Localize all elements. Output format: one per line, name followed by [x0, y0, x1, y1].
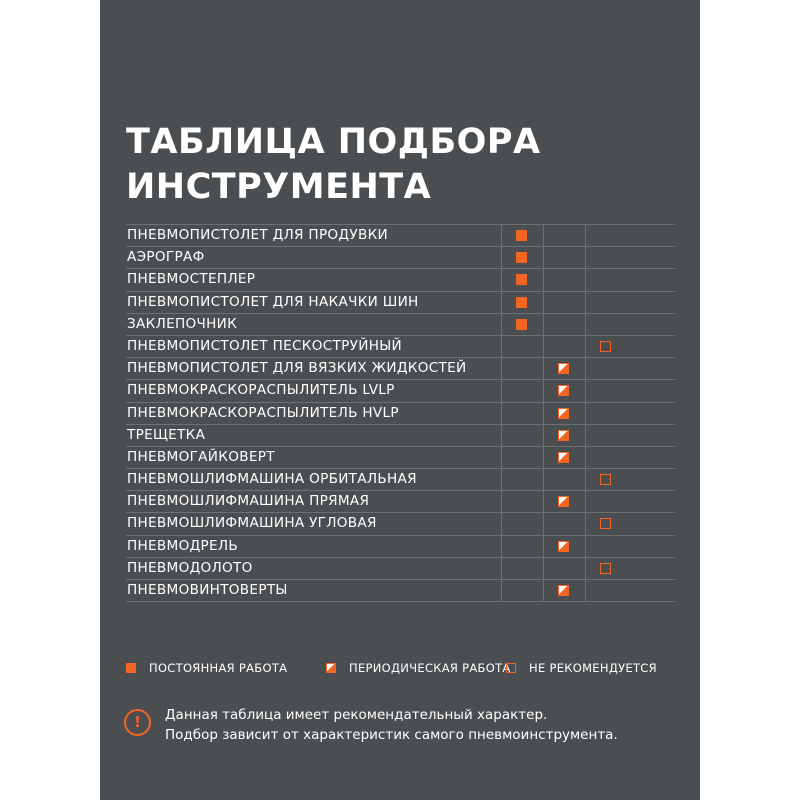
not-recommended-marker	[600, 518, 611, 529]
periodic-column	[543, 269, 585, 290]
not-recommended-column	[585, 425, 627, 446]
constant-work-marker	[126, 663, 136, 673]
periodic-column	[543, 358, 585, 379]
periodic-column	[543, 247, 585, 268]
page-title	[126, 120, 686, 210]
constant-column	[501, 425, 543, 446]
not-recommended-marker	[600, 341, 611, 352]
note-line-1: Данная таблица имеет рекомендательный характер.	[165, 707, 548, 723]
tool-name: ПНЕВМОПИСТОЛЕТ ПЕСКОСТРУЙНЫЙ	[127, 337, 402, 354]
tool-name: ПНЕВМОПИСТОЛЕТ ДЛЯ ПРОДУВКИ	[127, 227, 388, 243]
not-recommended-column	[585, 403, 627, 424]
not-recommended-column	[585, 513, 627, 534]
not-recommended-column	[585, 469, 627, 490]
table-row	[126, 468, 675, 490]
periodic-column	[543, 469, 585, 490]
periodic-work-marker	[558, 452, 569, 463]
not-recommended-column	[585, 336, 627, 357]
not-recommended-column	[585, 225, 627, 246]
tool-name: ПНЕВМОПИСТОЛЕТ ДЛЯ ВЯЗКИХ ЖИДКОСТЕЙ	[127, 360, 467, 377]
periodic-column	[543, 225, 585, 246]
periodic-column	[543, 380, 585, 401]
constant-column	[501, 536, 543, 557]
table-row	[126, 268, 675, 290]
legend-label: ПОСТОЯННАЯ РАБОТА	[149, 661, 288, 675]
constant-column	[501, 314, 543, 335]
periodic-column	[543, 513, 585, 534]
tool-name: ПНЕВМОВИНТОВЕРТЫ	[127, 582, 288, 598]
tool-name: ПНЕВМОШЛИФМАШИНА ОРБИТАЛЬНАЯ	[127, 471, 417, 488]
note-text	[165, 705, 618, 745]
not-recommended-column	[585, 536, 627, 557]
tool-name: ПНЕВМОКРАСКОРАСПЫЛИТЕЛЬ HVLP	[127, 404, 399, 421]
periodic-column	[543, 425, 585, 446]
constant-work-marker	[516, 297, 527, 308]
table-row	[126, 291, 675, 313]
legend-label: ПЕРИОДИЧЕСКАЯ РАБОТА	[349, 661, 511, 675]
table-row	[126, 357, 675, 379]
periodic-work-marker	[558, 496, 569, 507]
table-row	[126, 402, 675, 424]
legend-label: НЕ РЕКОМЕНДУЕТСЯ	[529, 661, 657, 675]
not-recommended-column	[585, 380, 627, 401]
constant-work-marker	[516, 274, 527, 285]
periodic-work-marker	[558, 408, 569, 419]
legend-item	[506, 661, 657, 675]
table-row	[126, 557, 675, 579]
tool-name: АЭРОГРАФ	[127, 249, 205, 266]
table-row	[126, 512, 675, 534]
periodic-column	[543, 536, 585, 557]
exclamation-icon: !	[124, 709, 151, 736]
periodic-work-marker	[558, 541, 569, 552]
not-recommended-marker	[600, 563, 611, 574]
periodic-column	[543, 580, 585, 601]
periodic-work-marker	[558, 430, 569, 441]
not-recommended-marker	[506, 663, 516, 673]
table-row	[126, 424, 675, 446]
periodic-column	[543, 447, 585, 468]
tool-name: ПНЕВМОКРАСКОРАСПЫЛИТЕЛЬ LVLP	[127, 382, 395, 399]
table-row	[126, 224, 675, 246]
table-row	[126, 246, 675, 268]
tool-name: ПНЕВМОДОЛОТО	[127, 559, 253, 576]
constant-column	[501, 247, 543, 268]
periodic-column	[543, 491, 585, 512]
legend-item	[126, 661, 287, 675]
tool-name: ТРЕЩЕТКА	[127, 426, 206, 443]
not-recommended-column	[585, 491, 627, 512]
constant-column	[501, 558, 543, 579]
periodic-column	[543, 292, 585, 313]
info-panel	[100, 0, 700, 800]
tool-name: ПНЕВМОГАЙКОВЕРТ	[127, 448, 275, 465]
periodic-column	[543, 314, 585, 335]
not-recommended-column	[585, 247, 627, 268]
not-recommended-column	[585, 292, 627, 313]
not-recommended-column	[585, 580, 627, 601]
tool-selection-table	[126, 224, 675, 602]
constant-work-marker	[516, 230, 527, 241]
tool-name: ПНЕВМОШЛИФМАШИНА ПРЯМАЯ	[127, 493, 370, 510]
not-recommended-column	[585, 558, 627, 579]
table-row	[126, 579, 675, 602]
not-recommended-column	[585, 447, 627, 468]
periodic-work-marker	[558, 385, 569, 396]
table-row	[126, 379, 675, 401]
constant-column	[501, 580, 543, 601]
constant-column	[501, 403, 543, 424]
constant-column	[501, 513, 543, 534]
periodic-column	[543, 558, 585, 579]
periodic-work-marker	[326, 663, 336, 673]
tool-name: ЗАКЛЕПОЧНИК	[127, 315, 238, 332]
constant-column	[501, 380, 543, 401]
note-line-2: Подбор зависит от характеристик самого пневмоинструмента.	[165, 727, 618, 743]
constant-column	[501, 447, 543, 468]
table-row	[126, 313, 675, 335]
title-line-1: ТАБЛИЦА ПОДБОРА	[126, 122, 541, 162]
not-recommended-column	[585, 358, 627, 379]
tool-name: ПНЕВМОПИСТОЛЕТ ДЛЯ НАКАЧКИ ШИН	[127, 293, 419, 310]
tool-name: ПНЕВМОШЛИФМАШИНА УГЛОВАЯ	[127, 515, 377, 532]
constant-column	[501, 469, 543, 490]
constant-column	[501, 225, 543, 246]
constant-column	[501, 336, 543, 357]
table-row	[126, 535, 675, 557]
constant-column	[501, 292, 543, 313]
constant-column	[501, 269, 543, 290]
not-recommended-column	[585, 314, 627, 335]
table-row	[126, 490, 675, 512]
periodic-work-marker	[558, 363, 569, 374]
constant-work-marker	[516, 252, 527, 263]
tool-name: ПНЕВМОДРЕЛЬ	[127, 537, 239, 554]
not-recommended-column	[585, 269, 627, 290]
constant-work-marker	[516, 319, 527, 330]
not-recommended-marker	[600, 474, 611, 485]
title-line-2: ИНСТРУМЕНТА	[126, 167, 432, 207]
periodic-column	[543, 336, 585, 357]
constant-column	[501, 358, 543, 379]
periodic-column	[543, 403, 585, 424]
legend	[126, 661, 686, 677]
tool-name: ПНЕВМОСТЕПЛЕР	[127, 271, 256, 288]
periodic-work-marker	[558, 585, 569, 596]
table-row	[126, 335, 675, 357]
legend-item	[326, 661, 511, 675]
table-row	[126, 446, 675, 468]
constant-column	[501, 491, 543, 512]
